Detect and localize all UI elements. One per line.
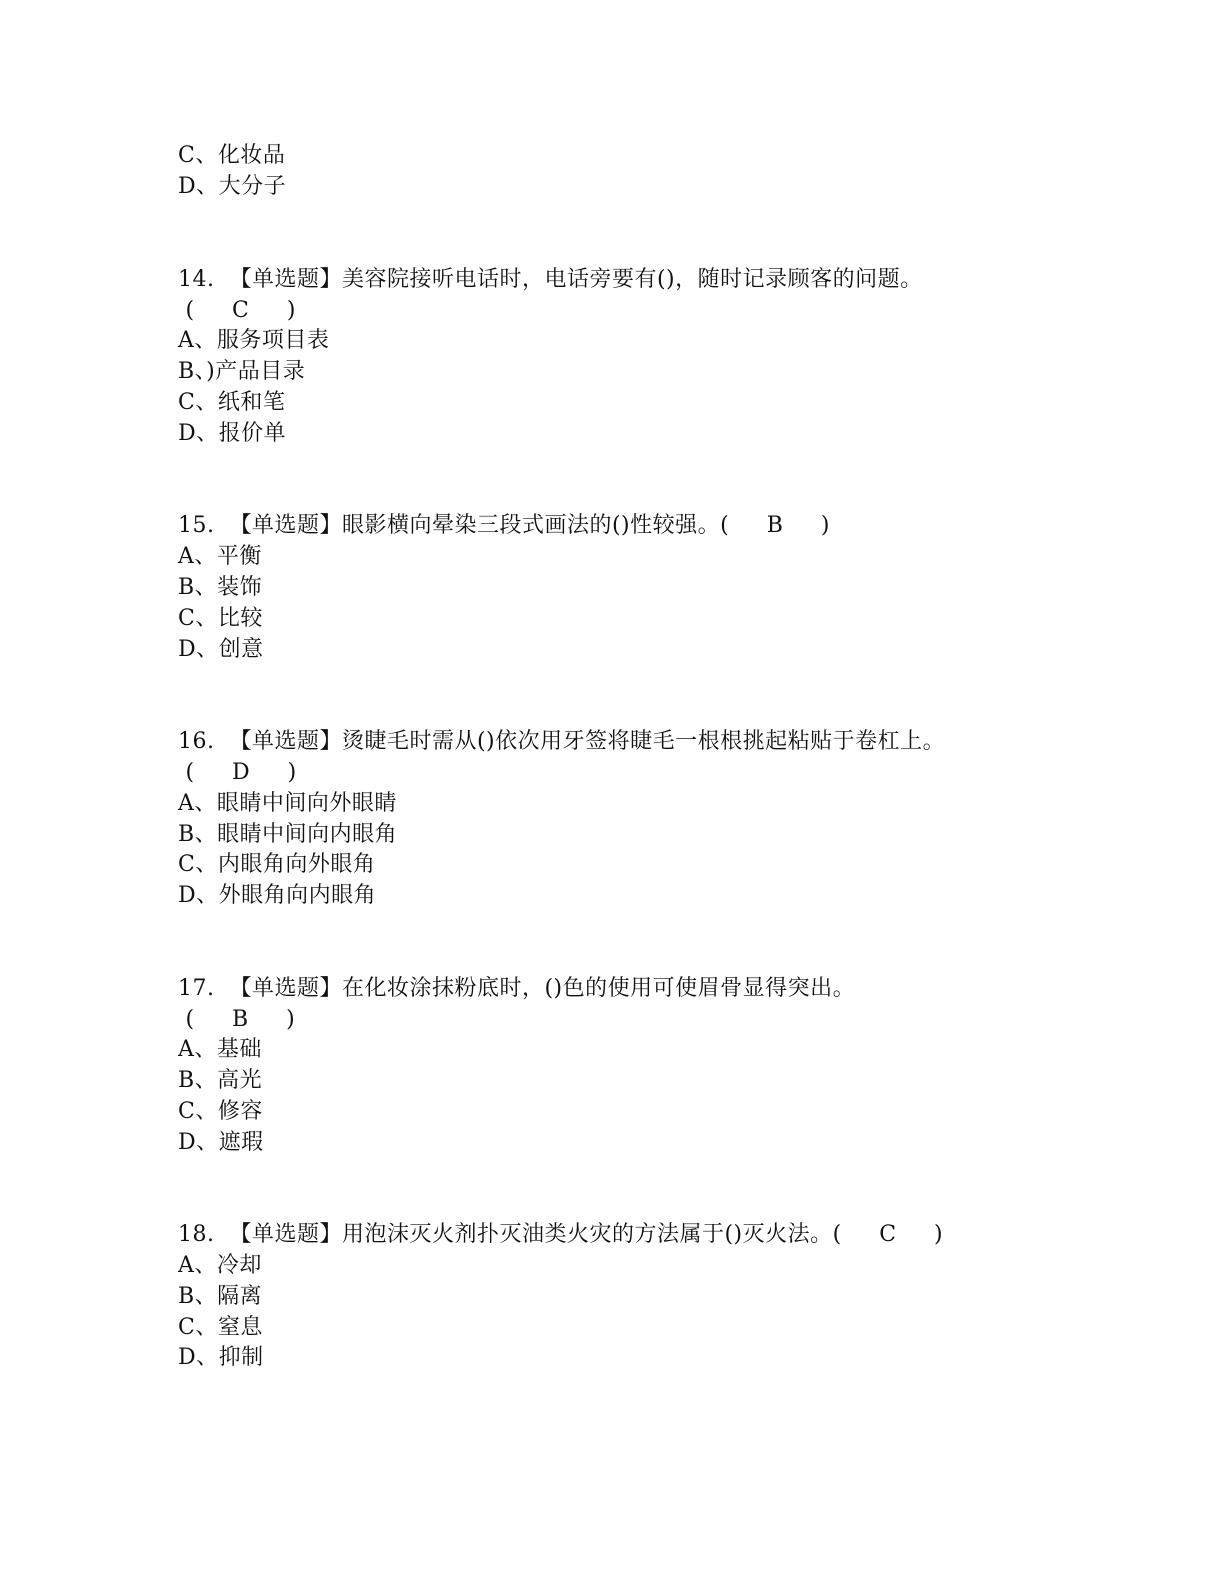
question-16-option-d: D、外眼角向内眼角 <box>178 883 377 908</box>
question-14-option-a: A、服务项目表 <box>178 328 330 353</box>
question-15-option-d: D、创意 <box>178 637 264 662</box>
question-14-answer: ( C ) <box>178 298 296 323</box>
question-16-option-c: C、内眼角向外眼角 <box>178 852 376 877</box>
question-14-stem: 14. 【单选题】美容院接听电话时，电话旁要有()，随时记录顾客的问题。 <box>178 267 923 292</box>
question-18-option-d: D、抑制 <box>178 1345 264 1370</box>
question-16-stem: 16. 【单选题】烫睫毛时需从()依次用牙签将睫毛一根根挑起粘贴于卷杠上。 <box>178 729 946 754</box>
option-d: D、大分子 <box>178 174 287 199</box>
question-16-option-a: A、眼睛中间向外眼睛 <box>178 791 397 816</box>
question-18-stem: 18. 【单选题】用泡沫灭火剂扑灭油类火灾的方法属于()灭火法。( C ) <box>178 1222 944 1247</box>
question-14-option-c: C、纸和笔 <box>178 390 286 415</box>
question-17-option-b: B、高光 <box>178 1068 263 1093</box>
question-16-answer: ( D ) <box>178 760 297 785</box>
question-14-option-d: D、报价单 <box>178 421 287 446</box>
question-17-option-a: A、基础 <box>178 1037 262 1062</box>
question-17-option-c: C、修容 <box>178 1099 263 1124</box>
question-15-option-a: A、平衡 <box>178 544 262 569</box>
question-18-option-c: C、窒息 <box>178 1315 263 1340</box>
question-15-stem: 15. 【单选题】眼影横向晕染三段式画法的()性较强。( B ) <box>178 513 830 538</box>
question-17-stem: 17. 【单选题】在化妆涂抹粉底时，()色的使用可使眉骨显得突出。 <box>178 976 856 1001</box>
question-15-option-c: C、比较 <box>178 606 263 631</box>
question-18-option-a: A、冷却 <box>178 1253 262 1278</box>
option-c: C、化妆品 <box>178 143 286 168</box>
question-14-option-b: B、)产品目录 <box>178 359 306 384</box>
question-18-option-b: B、隔离 <box>178 1284 263 1309</box>
question-17-answer: ( B ) <box>178 1007 296 1032</box>
question-17-option-d: D、遮瑕 <box>178 1130 264 1155</box>
question-16-option-b: B、眼睛中间向内眼角 <box>178 822 398 847</box>
question-15-option-b: B、装饰 <box>178 575 263 600</box>
